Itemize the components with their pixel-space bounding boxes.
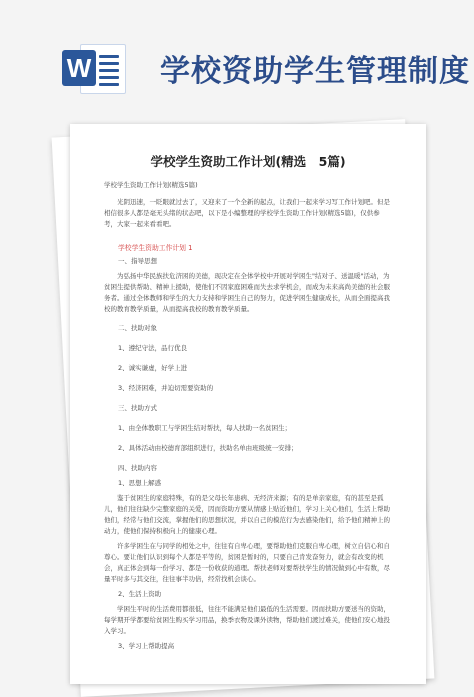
heading-target: 二、扶助对象: [118, 324, 157, 332]
paragraph-self-confidence: 许多学困生在与同学的相处之中，往往有自卑心理，要帮助他们克服自卑心理，树立自信心和自尊心。要让他们认识到每个人都是平等的，贫困是暂时的，只要自己肯发奋努力，就会有改变的机会，真正体会到每一份学习、都是一份收获的道理。帮扶老师对要帮扶学生的情况做到心中有数，尽量平时多与其交往，往往事半功倍，经常找机会谈心。: [104, 542, 390, 583]
heading-guiding-ideology: 一、指导思想: [118, 257, 157, 265]
intro-paragraph: 光阴迅速，一眨眼就过去了，又迎来了一个全新的起点，让我们一起来学习写工作计划吧。但是相信很多人都是毫无头绪的状态吧，以下是小编整理的学校学生资助工作计划(精选5篇)，仅供参考，大家一起来看看吧。: [104, 198, 390, 228]
heading-method: 三、扶助方式: [118, 404, 157, 412]
heading-study-help: 3、学习上帮助提高: [118, 642, 175, 650]
list-item: 1、遵纪守法，品行优良: [118, 344, 188, 352]
list-item: 3、经济困难，并迫切需要资助的: [118, 384, 214, 392]
list-item: 2、具体活动由校德育部组织进行，扶助名单由班级统一安排；: [118, 444, 298, 452]
paragraph-guiding-ideology: 为弘扬中华民族扶危济困的美德，现决定在全体学校中开展对学困生"结对子、送温暖"活动，为贫困生提供帮助、精神上援助，使他们不因家庭困难而失去求学机会，而成为未来高尚美德的社会服务者。通过全体教师和学生的大力支持和学困生自己的努力，促进学困生健康成长，从而全面提高我校的教育教学质量，从而提高我校的教育教学质量。: [104, 272, 390, 313]
section-heading: 学校学生资助工作计划 1: [118, 244, 193, 252]
word-letter: W: [62, 50, 96, 86]
paragraph-ideology-help: 鉴于贫困生的家庭特殊，有的是父母长年患病、无经济来源；有的是单亲家庭，有的甚至是孤儿，他们往往缺少完整家庭的关爱，因而资助方要从情感上贴近他们，学习上关心他们，生活上帮助他们，经常与他们交流，掌握他们的思想状况，并以自己的模范行为去感染他们，给予他们精神上的动力，使他们保持积极向上的健康心理。: [104, 494, 390, 535]
word-logo-icon: [62, 40, 126, 96]
heading-content: 四、扶助内容: [118, 464, 157, 472]
banner: [0, 0, 474, 125]
list-item: 1、由全体教职工与学困生结对帮扶，每人扶助一名贫困生；: [118, 424, 292, 432]
document-title: 学校学生资助工作计划(精选 5篇): [150, 154, 346, 169]
document-subtitle: 学校学生资助工作计划(精选5篇): [104, 181, 198, 189]
document-page: [70, 124, 426, 684]
list-item: 2、诚实谦虚，好学上进: [118, 364, 188, 372]
heading-life-aid: 2、生活上资助: [118, 590, 162, 598]
heading-ideology-help: 1、思想上解惑: [118, 479, 162, 487]
paragraph-life-aid: 学困生平时的生活费用都很低，往往不能满足他们最低的生活需要。因而扶助方要送当的资助，每学期开学都要给贫困生购买学习用品，换季衣物及课外读物，帮助他们渡过难关，使他们安心地投入学习。: [104, 605, 390, 635]
banner-title: 学校资助学生管理制度: [160, 54, 470, 89]
